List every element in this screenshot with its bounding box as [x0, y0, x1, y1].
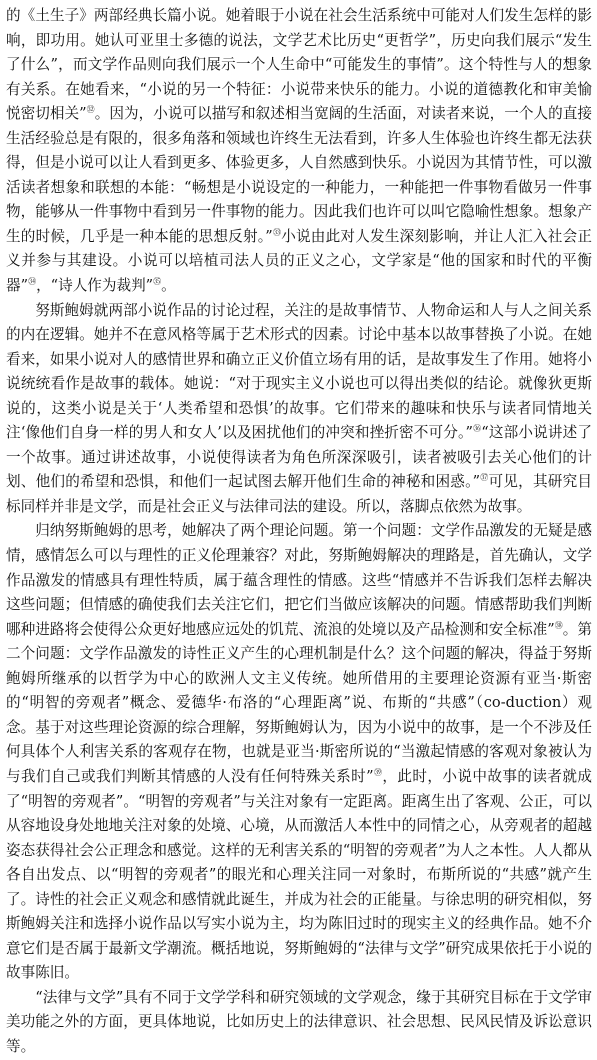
paragraph-text: ，“诗人作为裁判” [36, 277, 154, 295]
body-paragraph [6, 519, 592, 985]
paragraph-text: “这部小说讲述了一个故事。通过讲述故事，小说使得读者为角色所深深吸引，读者被吸引去关心他们的计划、他们的希望和恐惧，和他们一起试图去解开他们生命的神秘和困惑。” [6, 424, 592, 491]
paragraph-text: 小说由此对人发生深刻影响，并让人汇入社会正义并参与其建设。小说可以培植司法人员的正义之心，文学家是“他的国家和时代的平衡器” [6, 227, 592, 295]
body-paragraph [6, 299, 592, 520]
paragraph-text: 。 [161, 277, 176, 295]
paragraph-text: 的《土生子》两部经典长篇小说。她着眼于小说在社会生活系统中可能对人们发生怎样的影响，即功用。她认可亚里士多德的说法，文学艺术比历史“更哲学”，历史向我们展示“发生了什么”，而文学作品则向我们展示一个人生命中“可能发生的事情”。这个特性与人的想象有关系。在她看来，“小说的另一个特征：小说带来快乐的能力。小说的道德教化和审美愉悦密切相关” [6, 7, 592, 123]
footnote-marker[interactable]: ㊴ [373, 768, 383, 778]
footnote-marker[interactable]: ㉝ [272, 228, 282, 238]
body-paragraph [6, 4, 592, 299]
footnote-marker[interactable]: ㊳ [554, 620, 563, 630]
body-paragraph [6, 986, 592, 1060]
paragraph-text: 。因为，小说可以描写和叙述相当宽阔的生活面，对读者来说，一个人的直接生活经验总是有限的，很多角落和领域也许终生无法看到，许多人生体验也许终生都无法获得，但是小说可以让人看到更多、体验更多，人自然感到快乐。小说因为其情节性，可以激活读者想象和联想的本能：“畅想是小说设定的一种能力，一种能把一件事物看做另一件事物，能够从一件事物中看到另一件事物的能力。因此我们也许可以叫它隐喻性想象。想象产生的时候，几乎是一种本能的思想反射。” [6, 105, 592, 245]
paragraph-text: 可见，其研究目标同样并非是文学，而是社会正义与法律司法的建设。所以，落脚点依然为故事。 [6, 473, 592, 515]
paragraph-text: “法律与文学”具有不同于文学学科和研究领域的文学观念，缘于其研究目标在于文学审美功能之外的方面，更具体地说，比如历史上的法律意识、社会思想、民风民情及诉讼意识等。 [6, 988, 592, 1055]
paragraph-text: 。第二个问题：文学作品激发的诗性正义产生的心理机制是什么？这个问题的解决，得益于努斯鲍姆所继承的以哲学为中心的欧洲人文主义传统。她所借用的主要理论资源有亚当·斯密的“明智的旁观者”概念、爱德华·布洛的“心理距离”说、布斯的“共感”（co-duction）观念。基于对这些理论资源的综合理解，努斯鲍姆认为，因为小说中的故事，是一个不涉及任何具体个人利害关系的客观存在物，也就是亚当·斯密所说的“当激起情感的客观对象被认为与我们自己或我们判断其情感的人没有任何特殊关系时” [6, 620, 593, 785]
paragraph-text: ，此时，小说中故事的读者就成了“明智的旁观者”。“明智的旁观者”与关注对象有一定距离。距离生出了客观、公正，可以从容地设身处地地关注对象的处境、心境，从而激活人本性中的同情之心，从旁观者的超越姿态获得社会公正理念和感觉。这样的无利害关系的“明智的旁观者”为人之本性。人人都从各自出发点、以“明智的旁观者”的眼光和心理关注同一对象时，布斯所说的“共感”就产生了。诗性的社会正义观念和感情就此诞生，并成为社会的正能量。与徐忠明的研究相似，努斯鲍姆关注和选择小说作品以写实小说为主，均为陈旧过时的现实主义的经典作品。她不介意它们是否属于最新文学潮流。概括地说，努斯鲍姆的“法律与文学”研究成果依托于小说的故事陈旧。 [6, 767, 592, 982]
paragraph-text: 努斯鲍姆就两部小说作品的讨论过程，关注的是故事情节、人物命运和人与人之间关系的内在逻辑。她并不在意风格等属于艺术形式的因素。讨论中基本以故事替换了小说。在她看来，如果小说对人的感情世界和确立正义价值立场有用的话，是故事发生了作用。她将小说统统看作是故事的载体。她说：“对于现实主义小说也可以得出类似的结论。就像狄更斯说的，这类小说是关于‘人类希望和恐惧’的故事。它们带来的趣味和快乐与读者同情地关注‘像他们自身一样的男人和女人’以及困扰他们的冲突和挫折密不可分。” [6, 301, 592, 442]
footnote-marker[interactable]: ㉜ [86, 105, 95, 115]
footnote-marker[interactable]: ㊱ [472, 424, 482, 434]
paragraph-text: 归纳努斯鲍姆的思考，她解决了两个理论问题。第一个问题：文学作品激发的无疑是感情，感情怎么可以与理性的正义伦理兼容？对此，努斯鲍姆解决的理路是，首先确认，文学作品激发的情感具有理性特质，属于蕴含理性的情感。这些“情感并不告诉我们怎样去解决这些问题；但情感的确使我们去关注它们，把它们当做应该解决的问题。情感帮助我们判断哪种进路将会使得公众更好地感应远处的饥荒、流浪的处境以及产品检测和安全标准” [6, 522, 592, 638]
footnote-marker[interactable]: ㉟ [153, 277, 162, 287]
footnote-marker[interactable]: ㉞ [28, 277, 37, 287]
document-body [6, 4, 592, 1060]
footnote-marker[interactable]: ㊲ [480, 473, 489, 483]
